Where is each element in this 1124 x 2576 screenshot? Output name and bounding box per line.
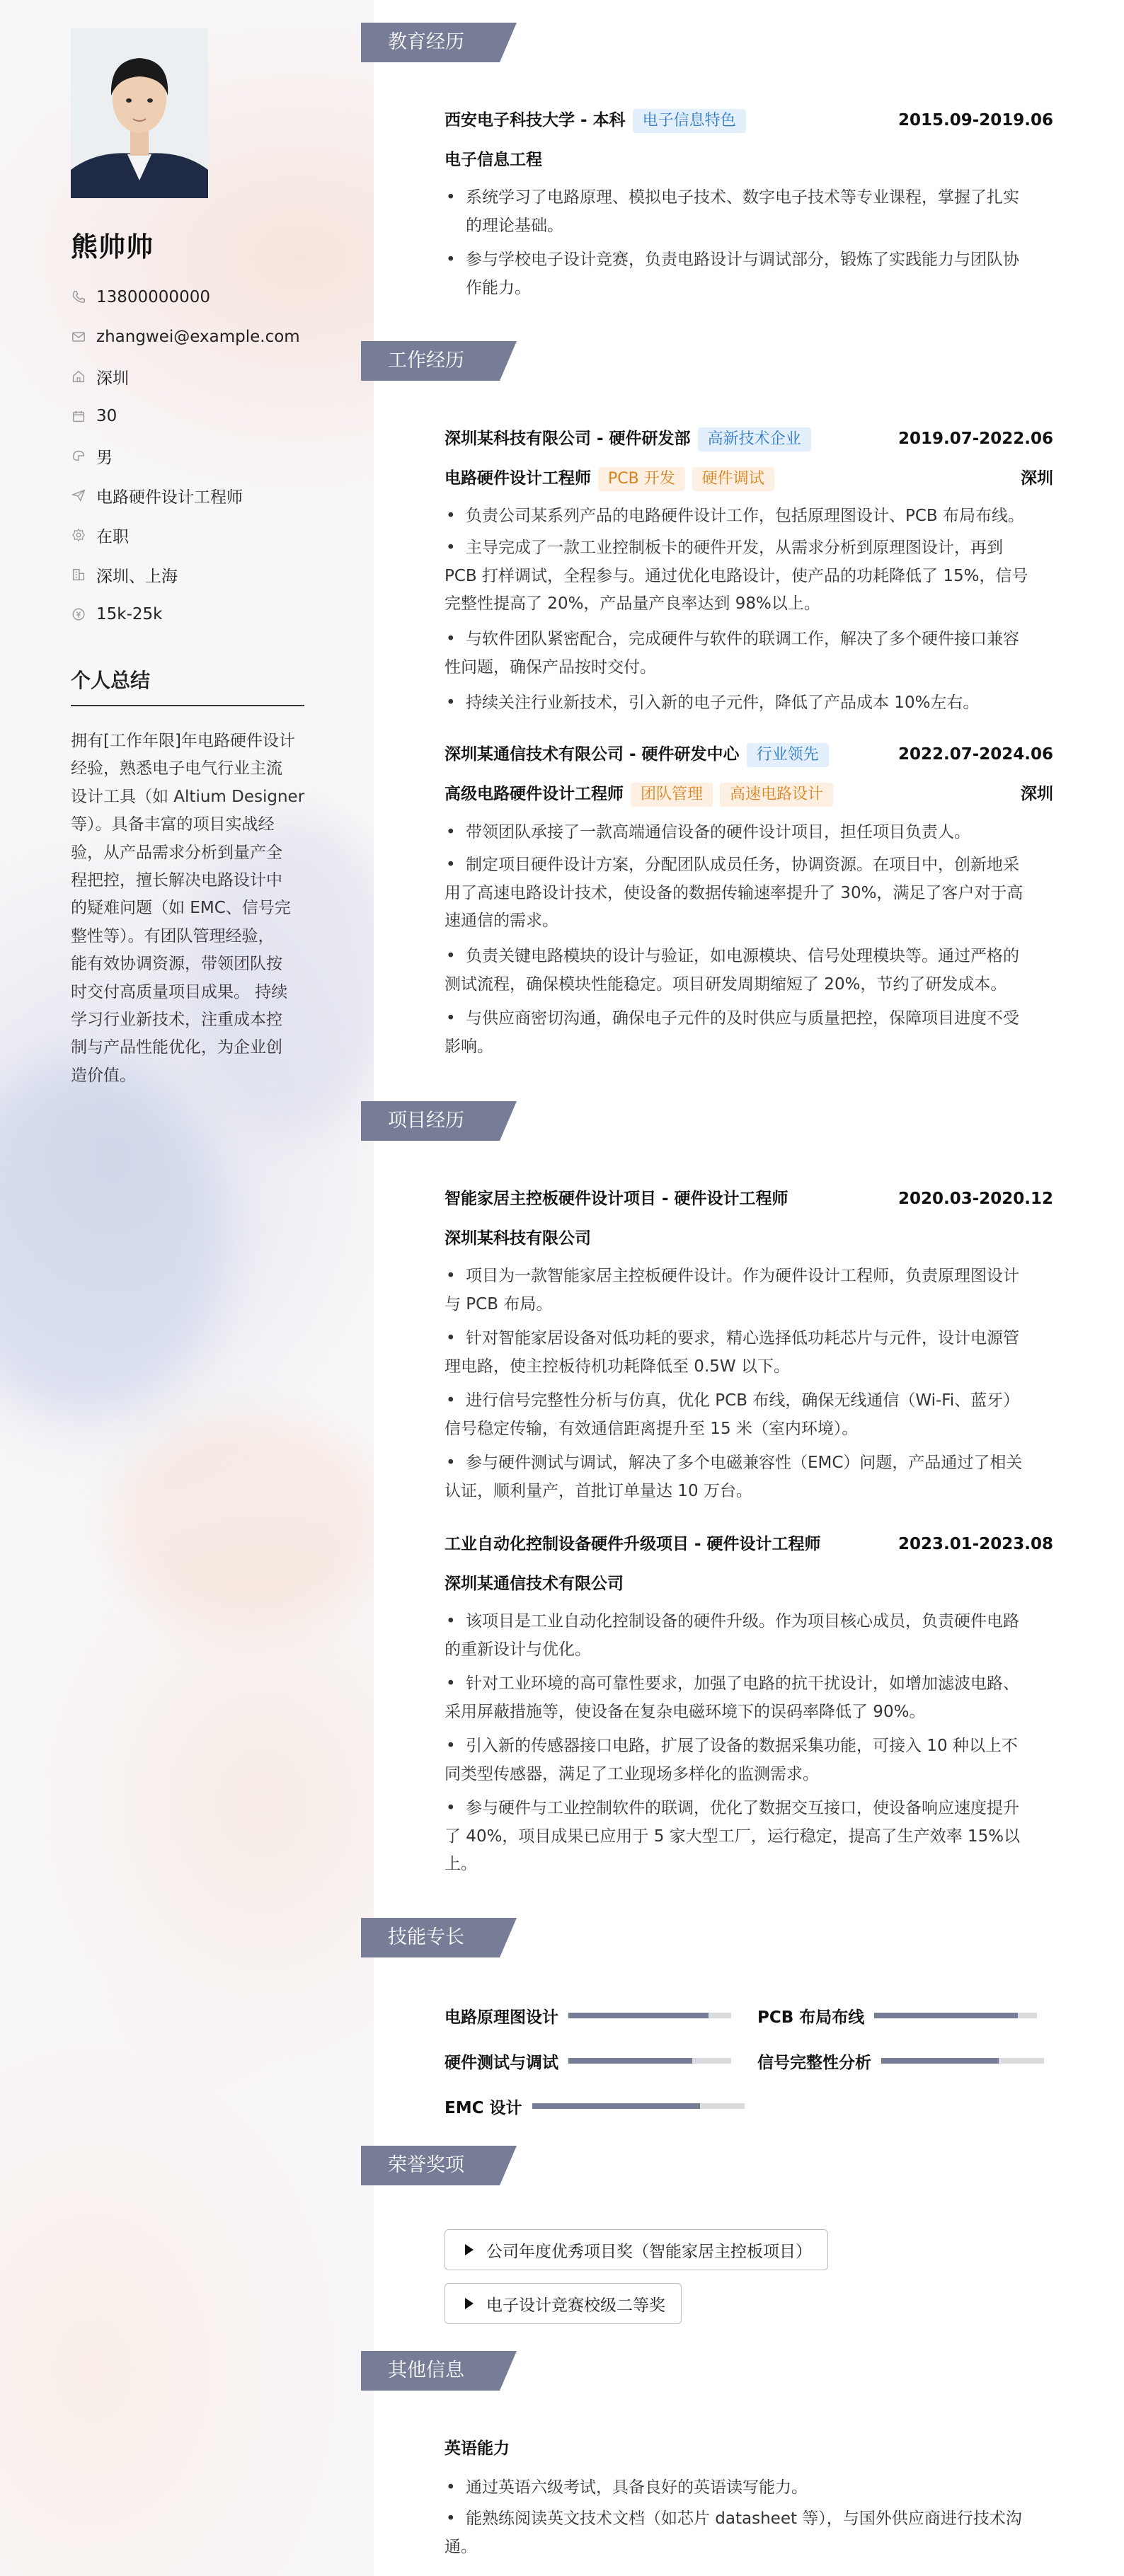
work-bullet: • 制定项目硬件设计方案，分配团队成员任务，协调资源。在项目中，创新地采 用了高速电路设计技术，使设备的数据传输速率提升了 30%，满足了客户对于高 速通信的需求。 [445, 856, 1023, 930]
section-title: 其他信息 [388, 2359, 464, 2381]
project-bullet: • 针对智能家居设备对低功耗的要求，精心选择低功耗芯片与元件，设计电源管 理电路，使主控板待机功耗降低至 0.5W 以下。 [445, 1329, 1019, 1376]
phone-icon [71, 289, 86, 305]
summary-line: 程把控，擅长解决电路设计中 [71, 871, 282, 890]
school-tag: 电子信息特色 [633, 109, 746, 133]
summary-line: 整性等）。有团队管理经验， [71, 926, 275, 945]
job-title: 高级电路硬件设计工程师 [445, 785, 624, 803]
section-header-education [361, 23, 517, 62]
phone-text: 13800000000 [96, 288, 210, 306]
project-name: 智能家居主控板硬件设计项目 - 硬件设计工程师 [445, 1190, 788, 1208]
candidate-name: 熊帅帅 [71, 231, 154, 263]
age-text: 30 [96, 407, 117, 425]
summary-line: 验，从产品需求分析到量产全 [71, 843, 282, 862]
skill-name: 信号完整性分析 [757, 2053, 871, 2072]
summary-line: 经验，熟悉电子电气行业主流 [71, 759, 282, 778]
award-item [445, 2283, 682, 2324]
triangle-icon [465, 2244, 474, 2255]
section-header-awards [361, 2146, 517, 2185]
building-icon [71, 567, 86, 582]
target-city-text: 深圳、上海 [96, 567, 178, 586]
project-date: 2023.01-2023.08 [898, 1535, 1053, 1553]
project-bullet: • 参与硬件测试与调试，解决了多个电磁兼容性（EMC）问题，产品通过了相关 认证，顺利量产，首批订单量达 10 万台。 [445, 1454, 1023, 1500]
section-title: 技能专长 [388, 1926, 464, 1948]
summary-line: 设计工具（如 Altium Designer [71, 787, 305, 806]
skill-bar-fill [532, 2103, 700, 2109]
phone-row [71, 283, 210, 311]
summary-line: 的疑难问题（如 EMC、信号完 [71, 899, 291, 918]
section-title: 工作经历 [388, 350, 464, 372]
city-text: 深圳 [96, 369, 129, 388]
status-text: 在职 [96, 527, 129, 546]
gear-icon [71, 527, 86, 543]
work-bullet: • 与供应商密切沟通，确保电子元件的及时供应与质量把控，保障项目进度不受 影响。 [445, 1009, 1019, 1056]
age-row [71, 402, 117, 430]
work-bullet: • 与软件团队紧密配合，完成硬件与软件的联调工作，解决了多个硬件接口兼容 性问题，确保产品按时交付。 [445, 630, 1019, 677]
skill-tag: 高速电路设计 [720, 783, 833, 807]
calendar-icon [71, 408, 86, 424]
section-header-work [361, 341, 517, 381]
background-decoration [0, 1062, 226, 1415]
skill-bar-fill [874, 2013, 1017, 2018]
education-bullet: • 系统学习了电路原理、模拟电子技术、数字电子技术等专业课程，掌握了扎实 的理论基础。 [446, 188, 1019, 235]
skill-name: EMC 设计 [445, 2098, 522, 2117]
work-role [445, 781, 1053, 807]
project-date: 2020.03-2020.12 [898, 1190, 1053, 1208]
home-icon [71, 369, 86, 384]
skill-name: 硬件测试与调试 [445, 2053, 558, 2072]
award-item [445, 2229, 828, 2270]
skill-bar [881, 2058, 1044, 2064]
section-header-other [361, 2351, 517, 2391]
send-icon [71, 488, 86, 503]
gender-icon [71, 448, 86, 464]
profile-photo [71, 28, 208, 198]
section-title: 荣誉奖项 [388, 2154, 464, 2176]
salary-row [71, 600, 162, 628]
sidebar [0, 0, 374, 2576]
work-role [445, 466, 1053, 491]
work-bullet: • 持续关注行业新技术，引入新的电子元件，降低了产品成本 10%左右。 [446, 694, 980, 712]
education-header [445, 108, 1053, 133]
salary-text: 15k-25k [96, 605, 163, 623]
project-bullet: • 进行信号完整性分析与仿真，优化 PCB 布线，确保无线通信（Wi-Fi、蓝牙） 信号稳定传输，有效通信距离提升至 15 米（室内环境）。 [445, 1391, 1020, 1438]
email-text: zhangwei@example.com [96, 328, 300, 346]
project-company: 深圳某通信技术有限公司 [445, 1575, 624, 1593]
work-bullet: • 带领团队承接了一款高端通信设备的硬件设计项目，担任项目负责人。 [446, 823, 970, 841]
skill-bar-fill [568, 2013, 709, 2018]
project-header [445, 1186, 1053, 1212]
school-name: 西安电子科技大学 - 本科 [445, 111, 626, 130]
work-date: 2019.07-2022.06 [898, 430, 1053, 448]
skill-bar [568, 2013, 731, 2018]
work-header [445, 742, 1053, 767]
summary-line: 拥有[工作年限]年电路硬件设计 [71, 732, 295, 750]
coin-icon [71, 606, 86, 622]
section-title: 项目经历 [388, 1110, 464, 1132]
skill-bar [568, 2058, 731, 2064]
skill-item [445, 2093, 745, 2119]
section-header-projects [361, 1101, 517, 1141]
summary-line: 造价值。 [71, 1066, 136, 1085]
education-bullet: • 参与学校电子设计竞赛，负责电路设计与调试部分，锻炼了实践能力与团队协 作能力。 [446, 251, 1019, 297]
company-tag: 高新技术企业 [698, 427, 811, 452]
project-bullet: • 针对工业环境的高可靠性要求，加强了电路的抗干扰设计，如增加滤波电路、 采用屏蔽措施等，使设备在复杂电磁环境下的误码率降低了 90%。 [445, 1674, 1019, 1721]
email-row [71, 323, 300, 351]
education-date: 2015.09-2019.06 [898, 111, 1053, 130]
other-bullet: • 能熟练阅读英文技术文档（如芯片 datasheet 等），与国外供应商进行技术沟 通。 [445, 2509, 1022, 2556]
project-header [445, 1531, 1053, 1557]
summary-divider [71, 705, 304, 706]
summary-line: 时交付高质量项目成果。 持续 [71, 982, 288, 1001]
other-bullet: • 通过英语六级考试，具备良好的英语读写能力。 [446, 2478, 808, 2497]
summary-line: 等）。具备丰富的项目实战经 [71, 815, 275, 834]
summary-line: 能有效协调资源，带领团队按 [71, 955, 282, 974]
summary-line: 学习行业新技术，注重成本控 [71, 1011, 282, 1030]
gender-text: 男 [96, 448, 113, 467]
skill-tag: 团队管理 [631, 783, 713, 807]
status-row [71, 521, 129, 549]
target-city-row [71, 560, 178, 589]
work-bullet: • 负责公司某系列产品的电路硬件设计工作，包括原理图设计、PCB 布局布线。 [446, 507, 1025, 525]
project-name: 工业自动化控制设备硬件升级项目 - 硬件设计工程师 [445, 1535, 821, 1553]
mail-icon [71, 329, 86, 345]
skill-bar [532, 2103, 745, 2109]
project-bullet: • 参与硬件与工业控制软件的联调，优化了数据交互接口，使设备响应速度提升 了 40%，项目成果已应用于 5 家大型工厂，运行稳定，提高了生产效率 15%以 上。 [445, 1799, 1021, 1873]
project-bullet: • 引入新的传感器接口电路，扩展了设备的数据采集功能，可接入 10 种以上不 同类型传感器，满足了工业现场多样化的监测需求。 [445, 1737, 1018, 1783]
skill-tag: 硬件调试 [692, 467, 774, 491]
award-text: 公司年度优秀项目奖（智能家居主控板项目） [486, 2242, 812, 2261]
skill-name: PCB 布局布线 [757, 2008, 865, 2027]
project-bullet: • 该项目是工业自动化控制设备的硬件升级。作为项目核心成员，负责硬件电路 的重新设计与优化。 [445, 1612, 1019, 1659]
company-tag: 行业领先 [747, 743, 829, 767]
gender-row [71, 442, 113, 470]
skill-item [757, 2048, 1044, 2074]
background-decoration [113, 1415, 374, 1628]
city-row [71, 362, 129, 391]
skill-name: 电路原理图设计 [445, 2008, 558, 2027]
summary-text [71, 728, 308, 1090]
skill-item [445, 2003, 731, 2028]
section-header-skills [361, 1918, 517, 1957]
work-location: 深圳 [1021, 469, 1053, 488]
skill-bar [874, 2013, 1037, 2018]
work-bullet: • 主导完成了一款工业控制板卡的硬件开发，从需求分析到原理图设计，再到 PCB 打样调试，全程参与。通过优化电路设计，使产品的功耗降低了 15%，信号 完整性提高了 20%，产品量产良率达到 98%以上。 [445, 539, 1028, 613]
other-title: 英语能力 [445, 2439, 510, 2458]
award-text: 电子设计竞赛校级二等奖 [486, 2296, 665, 2315]
skill-tag: PCB 开发 [598, 467, 685, 491]
job-text: 电路硬件设计工程师 [96, 488, 243, 507]
major: 电子信息工程 [445, 151, 542, 169]
project-company: 深圳某科技有限公司 [445, 1229, 591, 1248]
work-date: 2022.07-2024.06 [898, 745, 1053, 764]
job-row [71, 481, 243, 510]
job-title: 电路硬件设计工程师 [445, 469, 591, 488]
project-bullet: • 项目为一款智能家居主控板硬件设计。作为硬件设计工程师，负责原理图设计 与 PCB 布局。 [445, 1267, 1019, 1313]
skill-item [445, 2048, 731, 2074]
skill-bar-fill [568, 2058, 692, 2064]
work-location: 深圳 [1021, 785, 1053, 803]
company-name: 深圳某科技有限公司 - 硬件研发部 [445, 430, 691, 448]
work-bullet: • 负责关键电路模块的设计与验证，如电源模块、信号处理模块等。通过严格的 测试流程，确保模块性能稳定。项目研发周期缩短了 20%，节约了研发成本。 [445, 947, 1019, 994]
skill-bar-fill [881, 2058, 999, 2064]
summary-title: 个人总结 [71, 669, 151, 692]
work-header [445, 426, 1053, 452]
triangle-icon [465, 2298, 474, 2309]
summary-line: 制与产品性能优化，为企业创 [71, 1038, 282, 1057]
section-title: 教育经历 [388, 31, 464, 53]
skill-item [757, 2003, 1037, 2028]
company-name: 深圳某通信技术有限公司 - 硬件研发中心 [445, 745, 740, 764]
